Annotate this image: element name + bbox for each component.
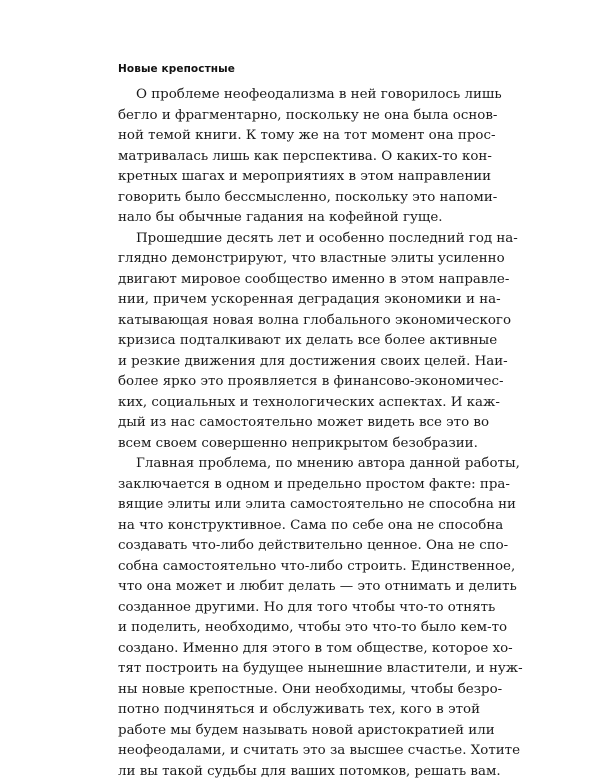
- text-line: и резкие движения для достижения своих целей. Наи-: [118, 352, 480, 373]
- text-line: ких, социальных и технологических аспектах. И каж-: [118, 393, 480, 414]
- text-line: ны новые крепостные. Они необходимы, чтобы безро-: [118, 680, 480, 701]
- text-line: ной темой книги. К тому же на тот момент она прос-: [118, 126, 480, 147]
- text-line: что она может и любит делать — это отнимать и делить: [118, 577, 480, 598]
- text-line: вящие элиты или элита самостоятельно не способна ни: [118, 495, 480, 516]
- text-line: бегло и фрагментарно, поскольку не она была основ-: [118, 106, 480, 127]
- text-line: кризиса подталкивают их делать все более активные: [118, 331, 480, 352]
- text-line: матривалась лишь как перспектива. О каких-то кон-: [118, 147, 480, 168]
- paragraph: [118, 229, 480, 455]
- text-line: неофеодалами, и считать это за высшее счастье. Хотите: [118, 741, 480, 762]
- text-line: нии, причем ускоренная деградация экономики и на-: [118, 290, 480, 311]
- text-line: заключается в одном и предельно простом факте: пра-: [118, 475, 480, 496]
- text-line: на что конструктивное. Сама по себе она не способна: [118, 516, 480, 537]
- text-line: катывающая новая волна глобального экономического: [118, 311, 480, 332]
- text-line: двигают мировое сообщество именно в этом направле-: [118, 270, 480, 291]
- text-line: говорить было бессмысленно, поскольку это напоми-: [118, 188, 480, 209]
- text-line: Главная проблема, по мнению автора данной работы,: [118, 454, 480, 475]
- text-line: создавать что-либо действительно ценное. Она не спо-: [118, 536, 480, 557]
- body-text: [118, 85, 480, 782]
- text-line: Прошедшие десять лет и особенно последний год на-: [118, 229, 480, 250]
- text-line: потно подчиняться и обслуживать тех, кого в этой: [118, 700, 480, 721]
- text-line: всем своем совершенно неприкрытом безобразии.: [118, 434, 480, 455]
- paragraph: [118, 85, 480, 229]
- text-line: кретных шагах и мероприятиях в этом направлении: [118, 167, 480, 188]
- text-line: нало бы обычные гадания на кофейной гуще.: [118, 208, 480, 229]
- text-line: создано. Именно для этого в том обществе, которое хо-: [118, 639, 480, 660]
- text-line: и поделить, необходимо, чтобы это что-то было кем-то: [118, 618, 480, 639]
- text-line: ли вы такой судьбы для ваших потомков, решать вам.: [118, 762, 480, 782]
- text-line: тят построить на будущее нынешние властители, и нуж-: [118, 659, 480, 680]
- text-line: работе мы будем называть новой аристократией или: [118, 721, 480, 742]
- text-line: глядно демонстрируют, что властные элиты усиленно: [118, 249, 480, 270]
- text-line: собна самостоятельно что-либо строить. Единственное,: [118, 557, 480, 578]
- paragraph: [118, 454, 480, 782]
- text-line: более ярко это проявляется в финансово-экономичес-: [118, 372, 480, 393]
- text-line: созданное другими. Но для того чтобы что-то отнять: [118, 598, 480, 619]
- text-line: дый из нас самостоятельно может видеть все это во: [118, 413, 480, 434]
- running-header: Новые крепостные: [118, 63, 235, 75]
- text-line: О проблеме неофеодализма в ней говорилось лишь: [118, 85, 480, 106]
